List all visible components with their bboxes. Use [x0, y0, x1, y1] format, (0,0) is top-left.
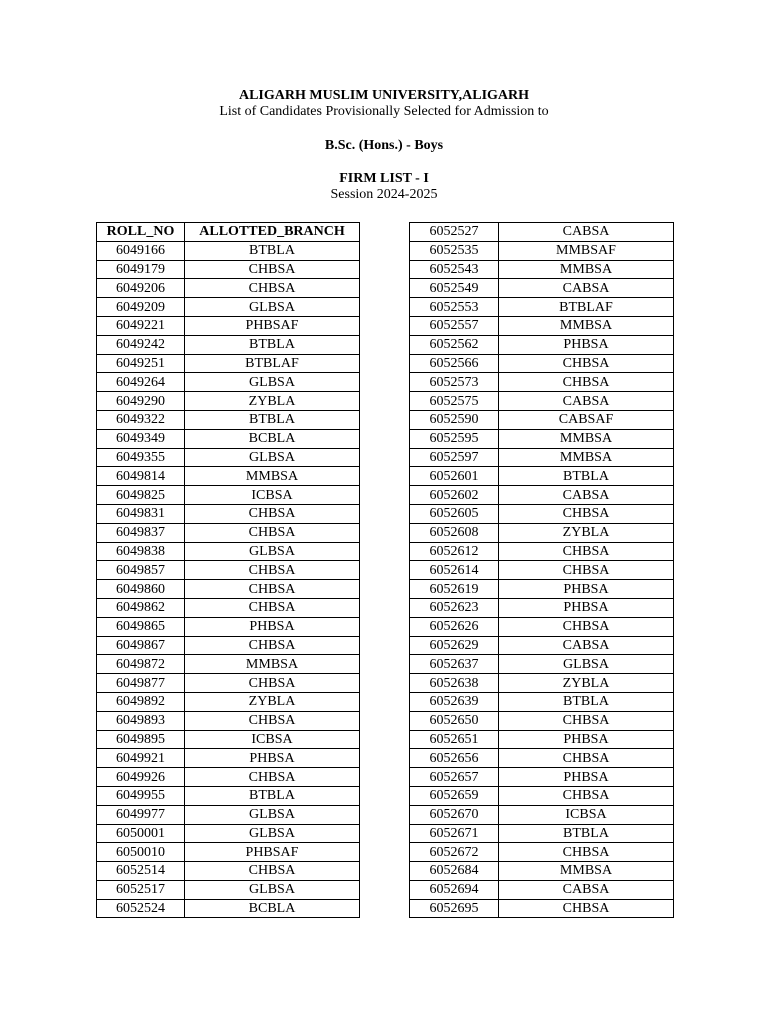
roll-no-cell: 6052573	[410, 373, 499, 392]
allotted-branch-cell: CHBSA	[185, 279, 360, 298]
roll-no-cell: 6049209	[97, 298, 185, 317]
roll-no-cell: 6052553	[410, 298, 499, 317]
allotted-branch-cell: BTBLA	[499, 692, 674, 711]
allotted-branch-cell: PHBSA	[499, 730, 674, 749]
table-row	[410, 730, 674, 749]
table-row	[410, 580, 674, 599]
roll-no-cell: 6049926	[97, 768, 185, 787]
allotted-branch-cell: MMBSA	[185, 467, 360, 486]
roll-no-cell: 6052590	[410, 410, 499, 429]
allotted-branch-cell: CHBSA	[499, 843, 674, 862]
table-row	[97, 598, 360, 617]
roll-no-cell: 6052670	[410, 805, 499, 824]
roll-no-cell: 6049838	[97, 542, 185, 561]
roll-no-cell: 6052562	[410, 335, 499, 354]
roll-no-cell: 6049251	[97, 354, 185, 373]
allotted-branch-cell: MMBSA	[499, 448, 674, 467]
roll-no-cell: 6052514	[97, 862, 185, 881]
roll-no-cell: 6052639	[410, 692, 499, 711]
roll-no-cell: 6052524	[97, 899, 185, 918]
course-title: B.Sc. (Hons.) - Boys	[324, 138, 444, 153]
table-row	[97, 316, 360, 335]
university-title: ALIGARH MUSLIM UNIVERSITY,ALIGARH	[238, 88, 530, 103]
allotted-branch-cell: CHBSA	[185, 523, 360, 542]
table-row	[410, 899, 674, 918]
roll-no-cell: 6049955	[97, 786, 185, 805]
roll-no-cell: 6049290	[97, 392, 185, 411]
allotted-branch-cell: CABSAF	[499, 410, 674, 429]
table-body-right	[410, 223, 674, 918]
table-row	[97, 448, 360, 467]
table-row	[410, 843, 674, 862]
allotted-branch-cell: BTBLAF	[185, 354, 360, 373]
allotted-branch-cell: CHBSA	[185, 862, 360, 881]
roll-no-cell: 6052601	[410, 467, 499, 486]
allotted-branch-cell: GLBSA	[499, 655, 674, 674]
table-row	[410, 373, 674, 392]
roll-no-cell: 6052619	[410, 580, 499, 599]
table-body-left	[97, 241, 360, 918]
allotted-branch-cell: PHBSA	[185, 749, 360, 768]
roll-no-cell: 6049865	[97, 617, 185, 636]
roll-no-cell: 6049862	[97, 598, 185, 617]
table-row	[97, 542, 360, 561]
table-row	[410, 316, 674, 335]
allotted-branch-cell: CHBSA	[499, 749, 674, 768]
roll-no-cell: 6052566	[410, 354, 499, 373]
allotted-branch-cell: CHBSA	[499, 617, 674, 636]
allotted-branch-cell: CHBSA	[499, 373, 674, 392]
allotted-branch-cell: BTBLA	[185, 241, 360, 260]
roll-no-cell: 6052695	[410, 899, 499, 918]
table-row	[97, 373, 360, 392]
table-row	[97, 655, 360, 674]
allotted-branch-cell: MMBSA	[499, 429, 674, 448]
allotted-branch-cell: BCBLA	[185, 899, 360, 918]
roll-no-cell: 6052671	[410, 824, 499, 843]
allotted-branch-cell: BTBLA	[499, 467, 674, 486]
roll-no-cell: 6052650	[410, 711, 499, 730]
allotted-branch-cell: CHBSA	[185, 504, 360, 523]
table-row	[410, 542, 674, 561]
roll-no-cell: 6050010	[97, 843, 185, 862]
roll-no-cell: 6049837	[97, 523, 185, 542]
roll-no-cell: 6049872	[97, 655, 185, 674]
allotted-branch-cell: ZYBLA	[499, 523, 674, 542]
table-row	[97, 768, 360, 787]
roll-no-cell: 6049349	[97, 429, 185, 448]
table-header-row	[97, 223, 360, 242]
table-row	[97, 298, 360, 317]
table-row	[97, 354, 360, 373]
allotted-branch-cell: ICBSA	[499, 805, 674, 824]
allotted-branch-cell: PHBSAF	[185, 843, 360, 862]
roll-no-cell: 6052637	[410, 655, 499, 674]
roll-no-cell: 6052657	[410, 768, 499, 787]
column-header-roll-no: ROLL_NO	[97, 223, 185, 242]
allotted-branch-cell: MMBSAF	[499, 241, 674, 260]
allotted-branch-cell: BCBLA	[185, 429, 360, 448]
table-row	[97, 786, 360, 805]
roll-no-cell: 6052549	[410, 279, 499, 298]
allotted-branch-cell: CHBSA	[185, 598, 360, 617]
table-row	[410, 467, 674, 486]
roll-no-cell: 6049179	[97, 260, 185, 279]
roll-no-cell: 6049867	[97, 636, 185, 655]
table-row	[410, 486, 674, 505]
allotted-branch-cell: CHBSA	[185, 768, 360, 787]
roll-no-cell: 6049831	[97, 504, 185, 523]
roll-no-cell: 6052638	[410, 674, 499, 693]
allotted-branch-cell: ZYBLA	[185, 692, 360, 711]
allotted-branch-cell: CHBSA	[499, 711, 674, 730]
roll-no-cell: 6052602	[410, 486, 499, 505]
allotted-branch-cell: CHBSA	[499, 561, 674, 580]
roll-no-cell: 6052543	[410, 260, 499, 279]
table-row	[97, 486, 360, 505]
roll-no-cell: 6049895	[97, 730, 185, 749]
allotted-branch-cell: BTBLA	[185, 410, 360, 429]
allotted-branch-cell: BTBLA	[185, 335, 360, 354]
allotted-branch-cell: CABSA	[499, 392, 674, 411]
roll-no-cell: 6049264	[97, 373, 185, 392]
table-row	[97, 561, 360, 580]
allotted-branch-cell: PHBSA	[499, 580, 674, 599]
roll-no-cell: 6049814	[97, 467, 185, 486]
table-row	[410, 354, 674, 373]
table-row	[410, 598, 674, 617]
allotted-branch-cell: MMBSA	[499, 316, 674, 335]
roll-no-cell: 6050001	[97, 824, 185, 843]
roll-no-cell: 6049825	[97, 486, 185, 505]
column-header-allotted-branch: ALLOTTED_BRANCH	[185, 223, 360, 242]
allotted-branch-cell: ICBSA	[185, 730, 360, 749]
allotted-branch-cell: MMBSA	[185, 655, 360, 674]
roll-no-cell: 6049877	[97, 674, 185, 693]
allotted-branch-cell: GLBSA	[185, 880, 360, 899]
table-row	[97, 711, 360, 730]
allotted-branch-cell: CHBSA	[499, 504, 674, 523]
roll-no-cell: 6049893	[97, 711, 185, 730]
list-title: List of Candidates Provisionally Selected for Admission to	[219, 104, 549, 119]
allotted-branch-cell: CABSA	[499, 636, 674, 655]
table-row	[410, 504, 674, 523]
roll-no-cell: 6052626	[410, 617, 499, 636]
firm-list-title: FIRM LIST - I	[339, 171, 429, 186]
table-row	[410, 223, 674, 242]
table-row	[410, 410, 674, 429]
roll-no-cell: 6052659	[410, 786, 499, 805]
roll-no-cell: 6052694	[410, 880, 499, 899]
allotted-branch-cell: ICBSA	[185, 486, 360, 505]
table-row	[97, 674, 360, 693]
roll-no-cell: 6052614	[410, 561, 499, 580]
roll-no-cell: 6052557	[410, 316, 499, 335]
allotted-branch-cell: CHBSA	[499, 899, 674, 918]
table-row	[97, 749, 360, 768]
table-row	[97, 410, 360, 429]
roll-no-cell: 6052595	[410, 429, 499, 448]
allotted-branch-cell: CHBSA	[185, 711, 360, 730]
allotted-branch-cell: CHBSA	[499, 542, 674, 561]
table-row	[97, 617, 360, 636]
roll-no-cell: 6052527	[410, 223, 499, 242]
allotted-branch-cell: MMBSA	[499, 862, 674, 881]
roll-no-cell: 6049242	[97, 335, 185, 354]
table-row	[410, 523, 674, 542]
roll-no-cell: 6049921	[97, 749, 185, 768]
table-row	[410, 260, 674, 279]
roll-no-cell: 6049857	[97, 561, 185, 580]
allotted-branch-cell: BTBLA	[499, 824, 674, 843]
allotted-branch-cell: BTBLAF	[499, 298, 674, 317]
table-row	[97, 880, 360, 899]
roll-no-cell: 6049322	[97, 410, 185, 429]
roll-no-cell: 6052608	[410, 523, 499, 542]
table-row	[97, 523, 360, 542]
allotted-branch-cell: PHBSA	[499, 768, 674, 787]
table-row	[410, 674, 674, 693]
roll-no-cell: 6049860	[97, 580, 185, 599]
allotted-branch-cell: CABSA	[499, 223, 674, 242]
roll-no-cell: 6052535	[410, 241, 499, 260]
roll-no-cell: 6052605	[410, 504, 499, 523]
table-row	[97, 636, 360, 655]
allotted-branch-cell: CHBSA	[185, 260, 360, 279]
table-row	[97, 429, 360, 448]
roll-no-cell: 6049977	[97, 805, 185, 824]
allotted-branch-cell: CHBSA	[185, 674, 360, 693]
table-row	[410, 241, 674, 260]
roll-no-cell: 6049892	[97, 692, 185, 711]
table-row	[97, 730, 360, 749]
table-row	[410, 824, 674, 843]
roll-no-cell: 6052684	[410, 862, 499, 881]
allotted-branch-cell: ZYBLA	[185, 392, 360, 411]
table-row	[410, 768, 674, 787]
allotted-branch-cell: ZYBLA	[499, 674, 674, 693]
table-row	[410, 617, 674, 636]
table-row	[410, 279, 674, 298]
table-row	[410, 655, 674, 674]
table-row	[97, 580, 360, 599]
table-row	[410, 636, 674, 655]
allotted-branch-cell: GLBSA	[185, 298, 360, 317]
table-row	[97, 824, 360, 843]
table-row	[410, 880, 674, 899]
allotted-branch-cell: GLBSA	[185, 373, 360, 392]
table-row	[410, 749, 674, 768]
roll-no-cell: 6052575	[410, 392, 499, 411]
table-row	[97, 392, 360, 411]
allotted-branch-cell: CABSA	[499, 279, 674, 298]
candidates-table-right	[409, 222, 674, 918]
table-row	[410, 805, 674, 824]
allotted-branch-cell: PHBSA	[499, 335, 674, 354]
table-row	[410, 862, 674, 881]
roll-no-cell: 6049221	[97, 316, 185, 335]
table-row	[97, 335, 360, 354]
table-row	[410, 692, 674, 711]
table-row	[410, 448, 674, 467]
allotted-branch-cell: GLBSA	[185, 805, 360, 824]
allotted-branch-cell: CHBSA	[185, 580, 360, 599]
allotted-branch-cell: GLBSA	[185, 542, 360, 561]
roll-no-cell: 6052672	[410, 843, 499, 862]
allotted-branch-cell: MMBSA	[499, 260, 674, 279]
allotted-branch-cell: CHBSA	[185, 636, 360, 655]
roll-no-cell: 6049166	[97, 241, 185, 260]
candidates-table-left	[96, 222, 360, 918]
allotted-branch-cell: GLBSA	[185, 448, 360, 467]
table-row	[97, 467, 360, 486]
table-row	[410, 786, 674, 805]
roll-no-cell: 6049206	[97, 279, 185, 298]
table-row	[97, 692, 360, 711]
table-row	[97, 899, 360, 918]
table-row	[410, 711, 674, 730]
session-label: Session 2024-2025	[330, 187, 438, 202]
table-row	[97, 241, 360, 260]
roll-no-cell: 6052629	[410, 636, 499, 655]
roll-no-cell: 6052656	[410, 749, 499, 768]
table-row	[97, 862, 360, 881]
roll-no-cell: 6052517	[97, 880, 185, 899]
table-row	[410, 392, 674, 411]
table-row	[410, 429, 674, 448]
allotted-branch-cell: CHBSA	[499, 354, 674, 373]
allotted-branch-cell: PHBSA	[185, 617, 360, 636]
table-row	[97, 279, 360, 298]
roll-no-cell: 6052597	[410, 448, 499, 467]
allotted-branch-cell: CHBSA	[185, 561, 360, 580]
table-row	[410, 335, 674, 354]
roll-no-cell: 6052651	[410, 730, 499, 749]
table-row	[97, 504, 360, 523]
allotted-branch-cell: GLBSA	[185, 824, 360, 843]
table-row	[97, 260, 360, 279]
table-row	[410, 298, 674, 317]
table-row	[97, 805, 360, 824]
allotted-branch-cell: CHBSA	[499, 786, 674, 805]
allotted-branch-cell: PHBSA	[499, 598, 674, 617]
allotted-branch-cell: CABSA	[499, 880, 674, 899]
roll-no-cell: 6049355	[97, 448, 185, 467]
table-row	[410, 561, 674, 580]
allotted-branch-cell: CABSA	[499, 486, 674, 505]
roll-no-cell: 6052623	[410, 598, 499, 617]
allotted-branch-cell: PHBSAF	[185, 316, 360, 335]
table-row	[97, 843, 360, 862]
allotted-branch-cell: BTBLA	[185, 786, 360, 805]
roll-no-cell: 6052612	[410, 542, 499, 561]
